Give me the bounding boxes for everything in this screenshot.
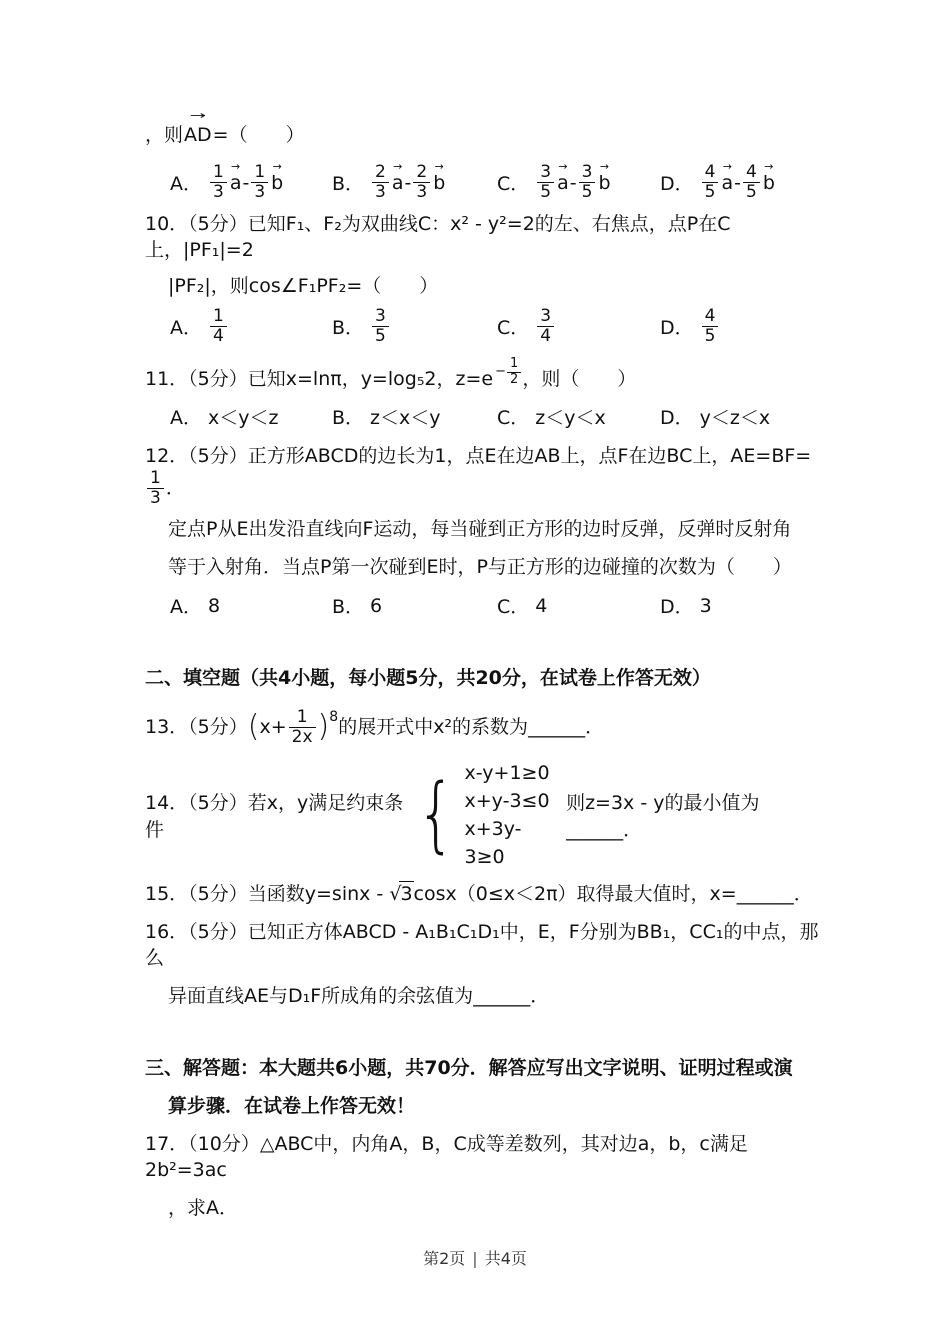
- q9-stem-prefix: ，则: [145, 124, 184, 146]
- q12-stem-line2: 定点P从E出发沿直线向F运动，每当碰到正方形的边时反弹，反弹时反射角: [168, 518, 792, 541]
- fraction: $\frac{3}{5}$: [537, 163, 554, 202]
- answer-blank: ______: [566, 819, 624, 842]
- q9-stem: [145, 109, 820, 148]
- option-label: A．: [170, 317, 202, 340]
- q15-prefix: 15．（5分）当函数y=sinx -: [145, 883, 390, 906]
- answer-blank: ______: [736, 883, 794, 906]
- fraction: $\frac{3}{5}$: [579, 163, 596, 202]
- q12-stem-text: 12．（5分）正方形ABCD的边长为1，点E在边AB上，点F在边BC上，: [145, 445, 731, 468]
- q13-suffix: 的展开式中x²的系数为: [338, 716, 529, 739]
- q14-suffix: 则z=3x - y的最小值为: [566, 792, 760, 815]
- period: ．: [585, 716, 605, 739]
- q14-stem: [145, 759, 820, 871]
- q10-option-d: [660, 307, 820, 346]
- vector-arrow-icon: →: [764, 159, 774, 173]
- q9-stem-suffix: =（ ）: [212, 124, 305, 146]
- fraction: $\frac{2}{3}$: [413, 163, 430, 202]
- option-label: B．: [332, 317, 365, 340]
- footer-page-number: 第2页: [423, 1249, 466, 1268]
- option-label: C．: [497, 596, 530, 619]
- fraction: $\frac{1}{3}$: [251, 163, 268, 202]
- q10-option-c: [497, 307, 660, 346]
- q9-option-a: [170, 159, 332, 203]
- q10-stem-line1: 10．（5分）已知F₁、F₂为双曲线C：x² - y²=2的左、右焦点，点P在C上，|PF₁|=2: [145, 213, 731, 262]
- fraction: $\frac{1}{3}$: [147, 469, 164, 508]
- minus-sign: -: [242, 171, 250, 194]
- exam-content: [145, 109, 820, 1221]
- q12-options: [170, 592, 820, 619]
- q12-option-d: [660, 592, 820, 619]
- q12-stem-line1: [145, 443, 820, 508]
- sqrt-icon: √: [389, 883, 402, 906]
- vector-arrow-icon: →: [558, 159, 568, 173]
- page-footer: [0, 1246, 950, 1269]
- q14-suffix-wrap: [566, 788, 820, 842]
- q11-option-a: [170, 403, 332, 430]
- q13-stem: [145, 704, 820, 747]
- footer-total-pages: 共4页: [484, 1249, 527, 1268]
- vector-a: → a: [721, 159, 734, 194]
- option-text: x＜y＜z: [208, 407, 279, 430]
- q16-line2-text: 异面直线AE与D₁F所成角的余弦值为: [168, 985, 474, 1008]
- answer-blank: ______: [528, 716, 586, 739]
- q10-option-a: [170, 307, 332, 346]
- fraction: $\frac{4}{5}$: [743, 163, 760, 202]
- section3-header-line2: 算步骤．在试卷上作答无效！: [168, 1095, 416, 1118]
- vector-AD-letters: AD: [184, 124, 212, 146]
- answer-blank: ______: [473, 985, 531, 1008]
- q11-stem-text-b: ，则（ ）: [522, 368, 637, 391]
- q11-stem-text-a: 11．（5分）已知x=lnπ，y=log₅2，: [145, 368, 456, 391]
- q12-stem-line3: 等于入射角．当点P第一次碰到E时，P与正方形的边碰撞的次数为（ ）: [168, 556, 792, 579]
- vector-arrow-icon: →: [599, 159, 610, 173]
- constraint-1: x-y+1≥0: [464, 762, 550, 785]
- option-label: A．: [170, 173, 202, 196]
- fraction: $\frac{2}{3}$: [372, 163, 389, 202]
- left-paren: (: [247, 709, 260, 745]
- vector-b: → b: [271, 159, 284, 194]
- sqrt-argument: 3: [400, 883, 413, 906]
- q9-options: [170, 159, 820, 203]
- option-text: y＜z＜x: [699, 407, 771, 430]
- section3-header-line1: 三、解答题：本大题共6小题，共70分．解答应写出文字说明、证明过程或演: [145, 1057, 793, 1080]
- option-label: D．: [660, 317, 694, 340]
- option-label: C．: [497, 407, 530, 430]
- vector-arrow-icon: →: [434, 159, 444, 173]
- brace-icon: {: [416, 767, 456, 863]
- option-text: 8: [208, 594, 221, 617]
- option-text: z＜x＜y: [370, 407, 441, 430]
- fraction: $\frac{1}{2}$: [507, 357, 521, 387]
- q12-option-b: [332, 592, 497, 619]
- minus-sign: -: [734, 171, 741, 194]
- q13-base: x+: [259, 716, 287, 739]
- q10-options: [170, 307, 820, 346]
- q16-stem-line1: 16．（5分）已知正方体ABCD - A₁B₁C₁D₁中，E，F分别为BB₁，CC₁的中点，那么: [145, 921, 819, 970]
- q10-stem-line2: |PF₂|，则cos∠F₁PF₂=（ ）: [168, 275, 439, 298]
- q9-option-c: [497, 159, 660, 203]
- minus-sign: −: [495, 364, 507, 380]
- fraction: $\frac{1}{4}$: [210, 307, 227, 346]
- option-text: z＜y＜x: [535, 407, 606, 430]
- section2-header: 二、填空题（共4小题，每小题5分，共20分，在试卷上作答无效）: [145, 667, 711, 690]
- option-label: B．: [332, 596, 365, 619]
- fraction: $\frac{1}{2x}$: [289, 708, 316, 747]
- period: ．: [165, 477, 185, 500]
- q13-prefix: 13．（5分）: [145, 716, 248, 739]
- minus-sign: -: [569, 171, 577, 194]
- q9-option-d: [660, 159, 820, 203]
- q16-stem-line2: [145, 983, 820, 1009]
- q11-options: [170, 403, 820, 430]
- option-label: D．: [660, 596, 694, 619]
- option-label: D．: [660, 173, 694, 196]
- q17-stem-line1: 17．（10分）△ABC中，内角A，B，C成等差数列，其对边a，b，c满足2b²=3ac: [145, 1133, 748, 1182]
- q15-suffix: cosx（0≤x＜2π）取得最大值时，x=: [413, 883, 737, 906]
- option-label: B．: [332, 173, 365, 196]
- q11-stem: [145, 356, 820, 395]
- vector-arrow-icon: →: [272, 159, 282, 173]
- vector-a: → a: [391, 159, 404, 194]
- option-label: B．: [332, 407, 365, 430]
- period: ．: [793, 883, 813, 906]
- vector-b: → b: [598, 159, 611, 194]
- vector-AD: [184, 109, 212, 148]
- option-label: C．: [497, 317, 530, 340]
- fraction: $\frac{4}{5}$: [702, 163, 719, 202]
- q11-z-expression: z=e − $\frac{1}{2}$: [456, 368, 523, 390]
- vector-b: → b: [433, 159, 446, 194]
- fraction: $\frac{3}{5}$: [372, 307, 389, 346]
- vector-a: → a: [229, 159, 242, 194]
- vector-a: → a: [557, 159, 569, 194]
- q13-power: 8: [329, 709, 339, 726]
- q11-option-b: [332, 403, 497, 430]
- q12-ae-bf: AE=BF=: [730, 445, 812, 468]
- q11-option-d: [660, 403, 820, 430]
- vector-b: → b: [762, 159, 775, 194]
- option-text: 6: [370, 594, 383, 617]
- q12-option-a: [170, 592, 332, 619]
- right-paren: ): [317, 709, 330, 745]
- option-label: D．: [660, 407, 694, 430]
- option-label: A．: [170, 596, 202, 619]
- vector-arrow-icon: →: [393, 159, 403, 173]
- option-text: 3: [699, 594, 712, 617]
- fraction: $\frac{1}{3}$: [210, 163, 227, 202]
- fraction: $\frac{4}{5}$: [702, 307, 719, 346]
- vector-arrow-icon: →: [722, 159, 732, 173]
- vector-arrow-icon: →: [231, 159, 241, 173]
- footer-separator: |: [472, 1249, 478, 1268]
- q11-option-c: [497, 403, 660, 430]
- vector-arrow-icon: →: [189, 109, 207, 122]
- q11-exponent: [495, 356, 522, 388]
- option-label: A．: [170, 407, 202, 430]
- q12-option-c: [497, 592, 660, 619]
- fraction: $\frac{3}{4}$: [537, 307, 554, 346]
- minus-sign: -: [404, 171, 412, 194]
- constraint-3: x+3y-3≥0: [464, 818, 522, 869]
- q10-option-b: [332, 307, 497, 346]
- option-label: C．: [497, 173, 530, 196]
- q14-constraints: [465, 759, 557, 871]
- period: ．: [530, 985, 550, 1008]
- q14-prefix: 14．（5分）若x，y满足约束条件: [145, 792, 404, 842]
- q9-option-b: [332, 159, 497, 203]
- option-text: 4: [535, 594, 548, 617]
- q15-stem: [145, 881, 820, 907]
- constraint-2: x+y-3≤0: [464, 790, 550, 813]
- q17-stem-line2: ，求A．: [168, 1197, 238, 1220]
- period: ．: [623, 819, 643, 842]
